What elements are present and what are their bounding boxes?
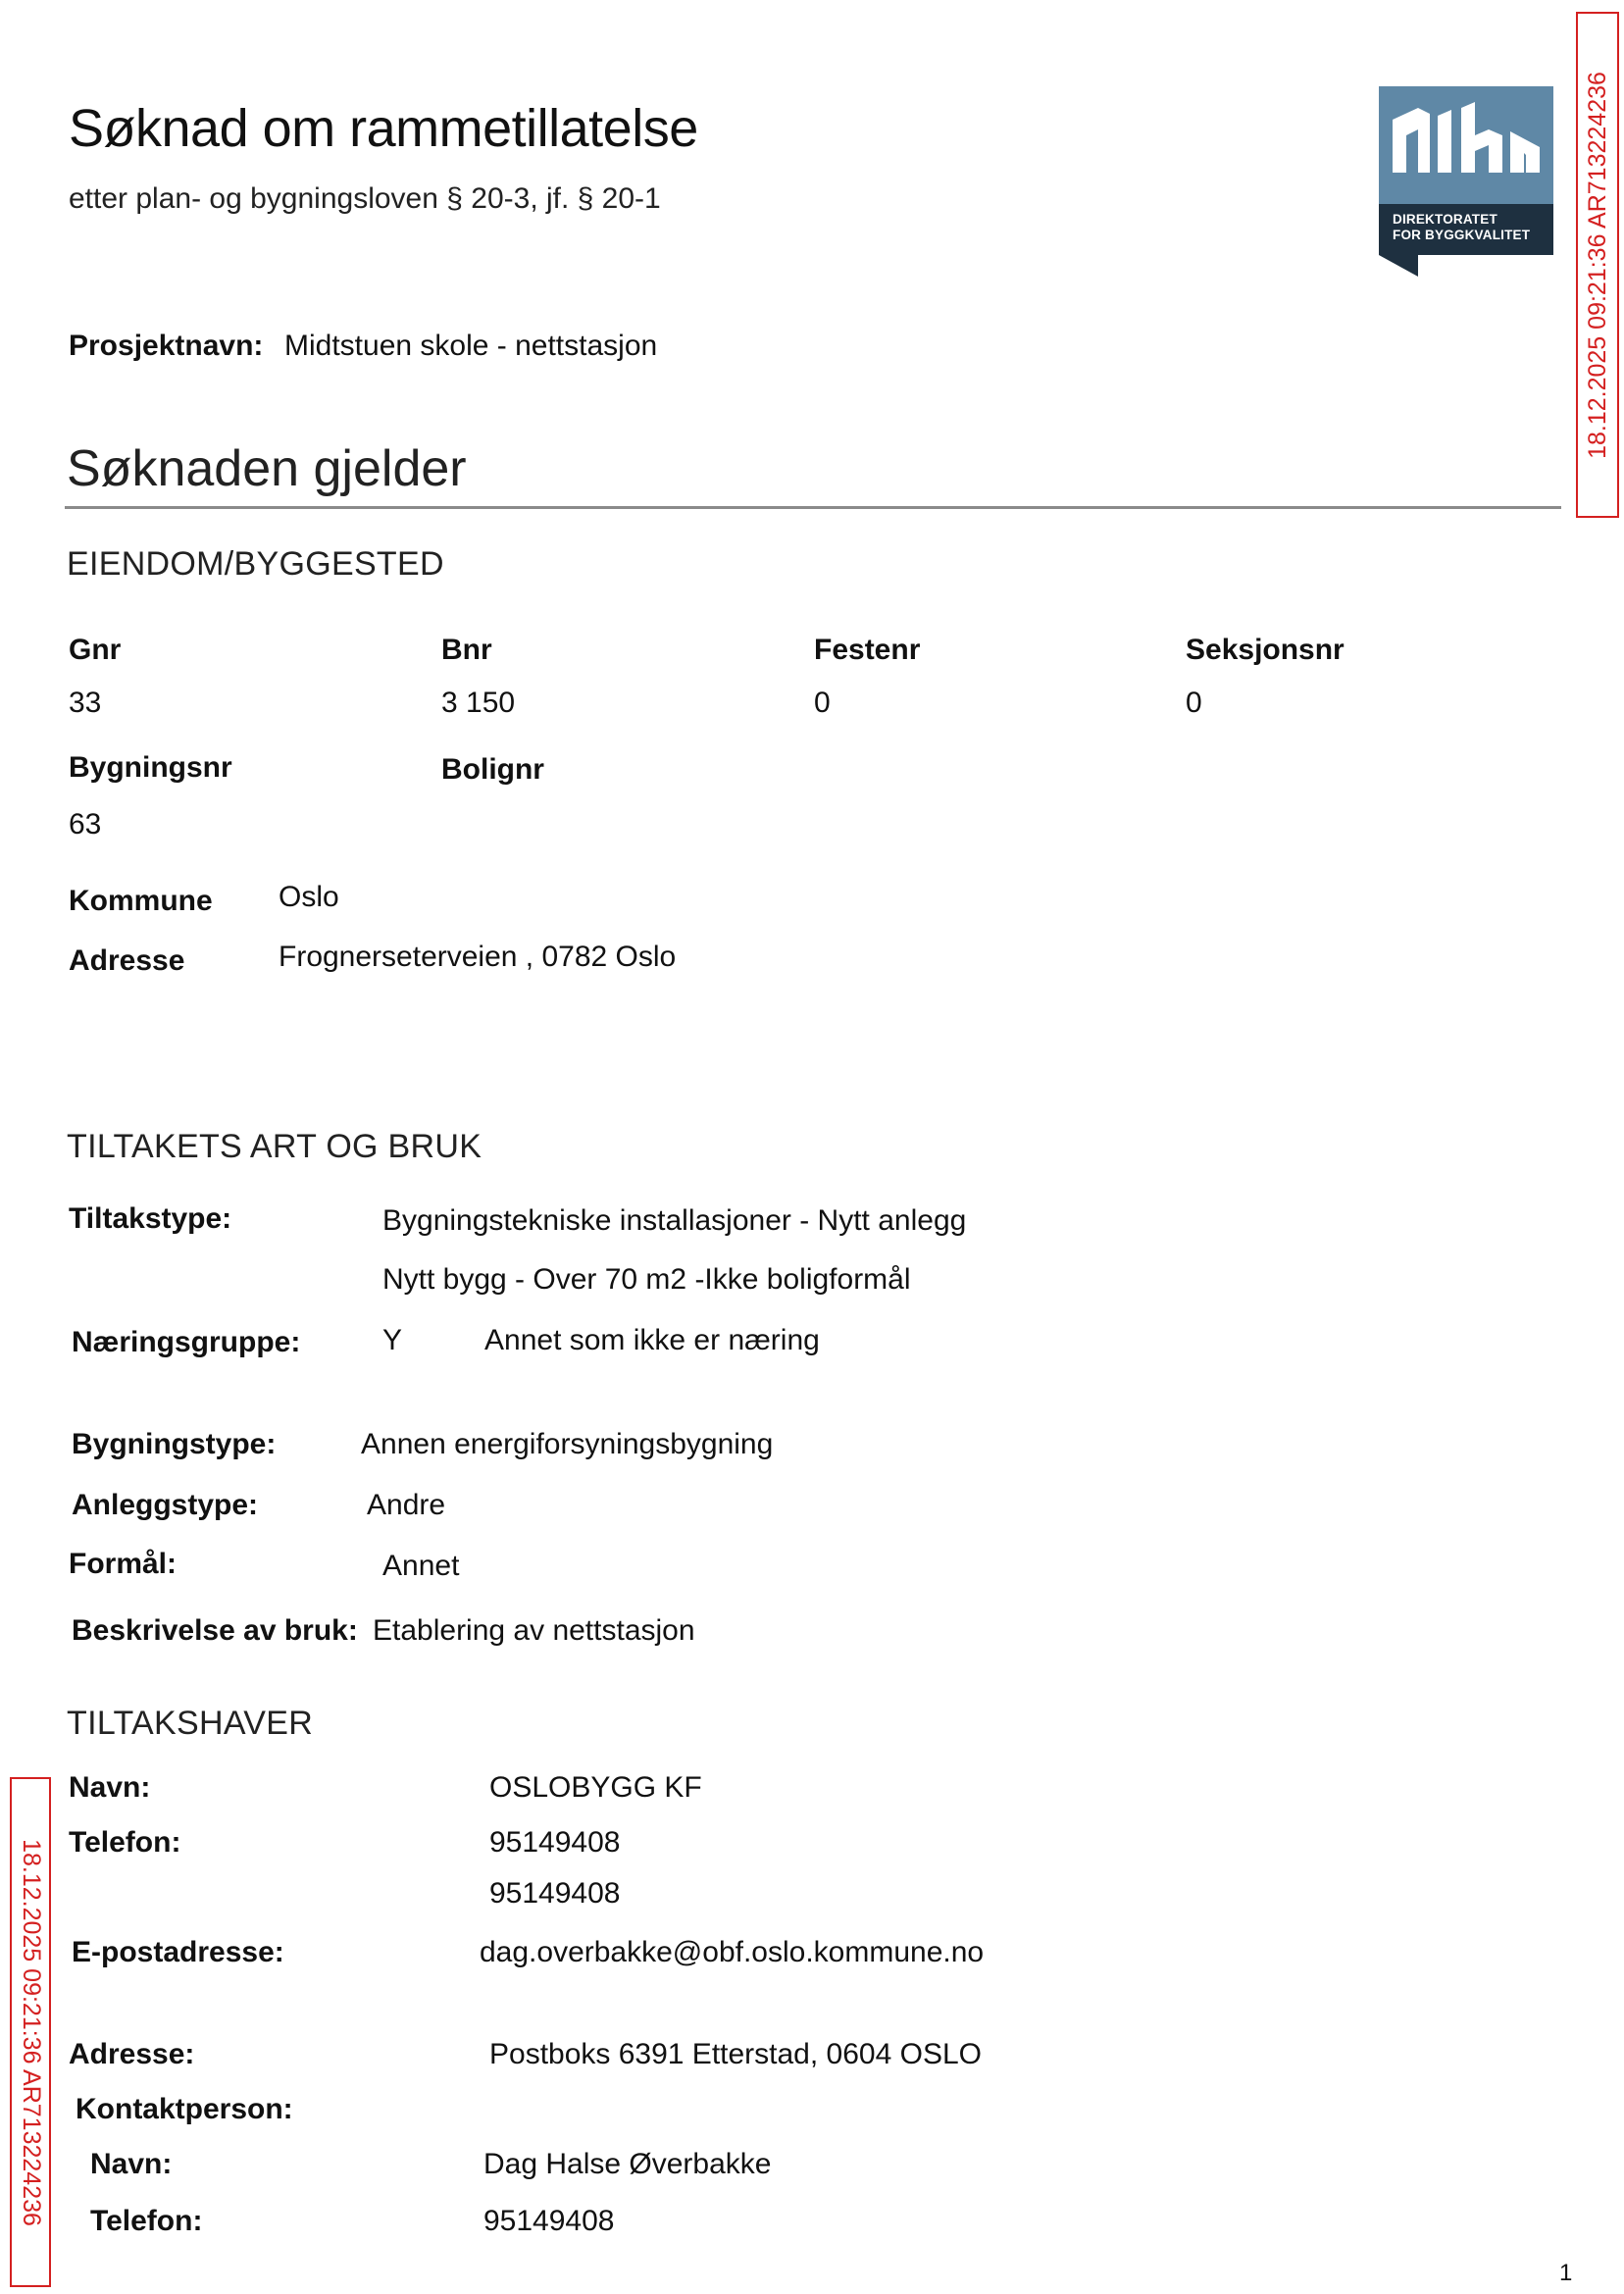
tiltakstype-value-1: Bygningstekniske installasjoner - Nytt anlegg: [382, 1204, 967, 1237]
owner-navn-label: Navn:: [69, 1771, 151, 1804]
owner-epost-label: E-postadresse:: [72, 1936, 284, 1968]
project-value: Midtstuen skole - nettstasjon: [284, 330, 658, 362]
owner-telefon-label: Telefon:: [69, 1826, 181, 1859]
beskrivelse-value: Etablering av nettstasjon: [373, 1614, 695, 1647]
formal-value: Annet: [382, 1550, 460, 1582]
logo-line1: DIREKTORATET: [1393, 212, 1497, 227]
anleggstype-value: Andre: [367, 1489, 446, 1521]
page-number: 1: [1559, 2260, 1573, 2286]
timestamp-stamp-bottom: [10, 1777, 51, 2287]
section-divider: [65, 506, 1561, 509]
gnr-value: 33: [69, 687, 102, 719]
kontakt-label: Kontaktperson:: [76, 2093, 293, 2125]
stamp-text: 18.12.2025 09:21:36 AR713224236: [1583, 71, 1611, 459]
beskrivelse-label: Beskrivelse av bruk:: [72, 1614, 358, 1647]
bygningstype-value: Annen energiforsyningsbygning: [361, 1428, 774, 1460]
owner-telefon-value-2: 95149408: [489, 1877, 621, 1910]
logo-line2: FOR BYGGKVALITET: [1393, 228, 1531, 242]
adresse-value: Frognerseterveien , 0782 Oslo: [279, 941, 677, 973]
owner-epost-value: dag.overbakke@obf.oslo.kommune.no: [480, 1936, 985, 1968]
naeringsgruppe-code: Y: [382, 1324, 403, 1356]
gnr-label: Gnr: [69, 634, 122, 666]
bolignr-label: Bolignr: [441, 753, 544, 786]
bnr-label: Bnr: [441, 634, 492, 666]
owner-adresse-label: Adresse:: [69, 2038, 195, 2070]
project-label: Prosjektnavn:: [69, 330, 264, 362]
section-title: Søknaden gjelder: [67, 440, 467, 497]
tiltakstype-value-2: Nytt bygg - Over 70 m2 -Ikke boligformål: [382, 1263, 911, 1296]
document-subtitle: etter plan- og bygningsloven § 20-3, jf. § 20-1: [69, 182, 661, 215]
kontakt-navn-label: Navn:: [90, 2148, 173, 2180]
owner-navn-value: OSLOBYGG KF: [489, 1771, 702, 1804]
bygningsnr-label: Bygningsnr: [69, 751, 232, 784]
dibk-logo: [1379, 86, 1553, 277]
adresse-label: Adresse: [69, 944, 185, 977]
kontakt-telefon-value: 95149408: [483, 2205, 615, 2237]
bygningsnr-value: 63: [69, 808, 102, 841]
owner-telefon-value-1: 95149408: [489, 1826, 621, 1859]
document-title: Søknad om rammetillatelse: [69, 99, 698, 158]
timestamp-stamp-top: [1576, 12, 1619, 518]
property-heading: EIENDOM/BYGGESTED: [67, 545, 444, 583]
anleggstype-label: Anleggstype:: [72, 1489, 259, 1521]
festenr-value: 0: [814, 687, 831, 719]
kommune-label: Kommune: [69, 885, 213, 917]
stamp-text-bottom: 18.12.2025 09:21:36 AR713224236: [17, 1838, 45, 2226]
festenr-label: Festenr: [814, 634, 921, 666]
kommune-value: Oslo: [279, 881, 339, 913]
owner-adresse-value: Postboks 6391 Etterstad, 0604 OSLO: [489, 2038, 982, 2070]
measure-heading: TILTAKETS ART OG BRUK: [67, 1128, 482, 1165]
bnr-value: 3 150: [441, 687, 516, 719]
bygningstype-label: Bygningstype:: [72, 1428, 277, 1460]
seksjonsnr-label: Seksjonsnr: [1186, 634, 1345, 666]
owner-heading: TILTAKSHAVER: [67, 1705, 314, 1742]
naeringsgruppe-label: Næringsgruppe:: [72, 1326, 301, 1358]
seksjonsnr-value: 0: [1186, 687, 1202, 719]
kontakt-telefon-label: Telefon:: [90, 2205, 203, 2237]
naeringsgruppe-value: Annet som ikke er næring: [484, 1324, 820, 1356]
formal-label: Formål:: [69, 1548, 178, 1580]
tiltakstype-label: Tiltakstype:: [69, 1202, 232, 1235]
kontakt-navn-value: Dag Halse Øverbakke: [483, 2148, 772, 2180]
